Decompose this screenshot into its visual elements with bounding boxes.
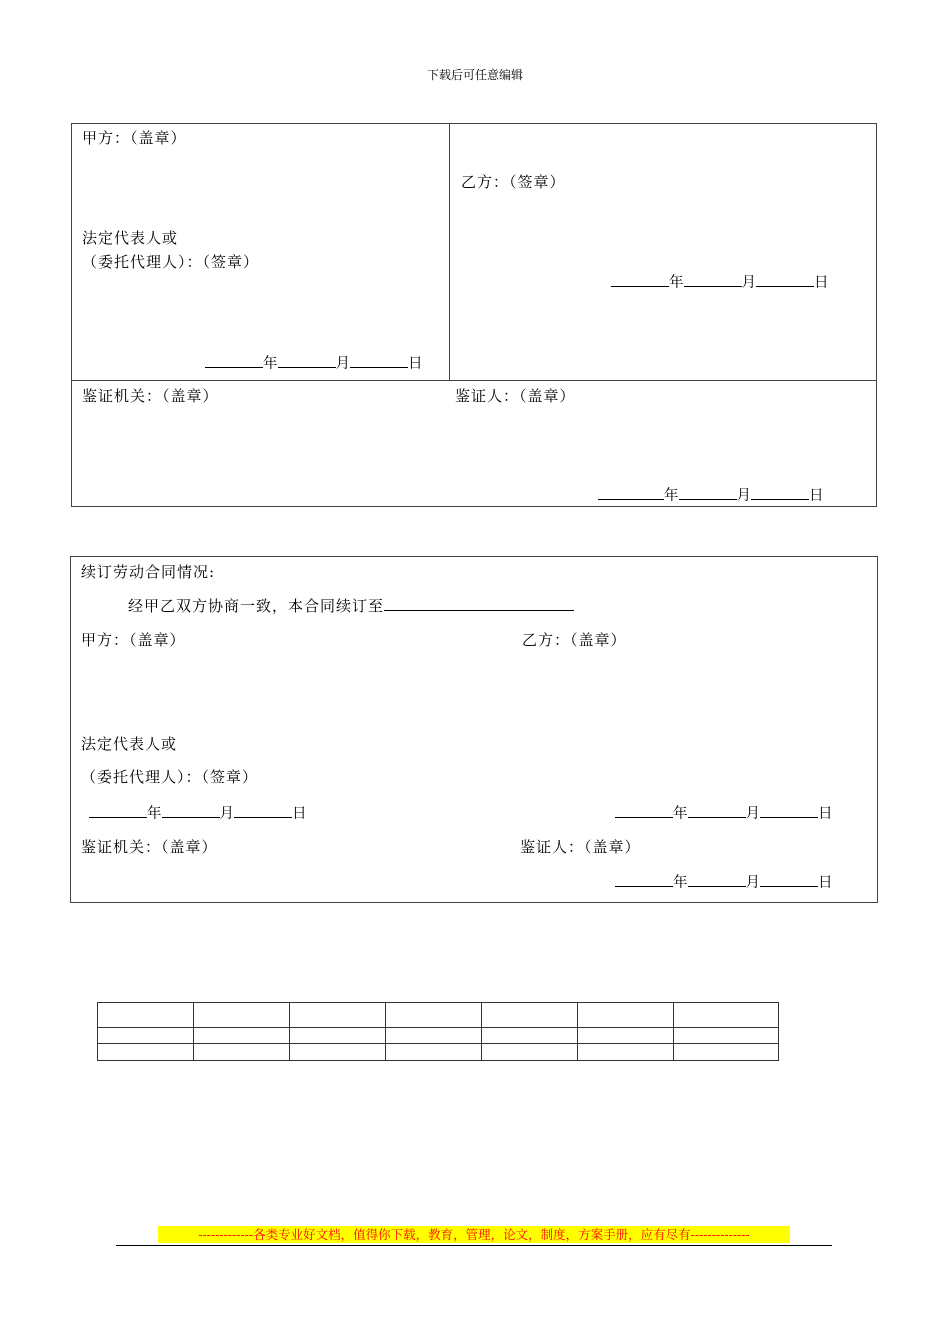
renewal-party-a-label: 甲方：（盖章） (81, 631, 186, 649)
footer-banner: -------------各类专业好文档，值得你下载，教育，管理，论文，制度，方案手册，应有尽有-------------- (158, 1226, 790, 1243)
table-cell[interactable] (386, 1044, 482, 1061)
renewal-authorized-agent-label: （委托代理人）：（签章） (81, 768, 259, 786)
table-row (98, 1028, 779, 1044)
renewal-party-a-date-field[interactable]: 年 月 日 (89, 802, 307, 823)
party-a-seal-label: 甲方：（盖章） (82, 129, 187, 147)
party-b-sign-label: 乙方：（签章） (461, 173, 566, 191)
table-cell[interactable] (98, 1003, 194, 1028)
renewal-party-b-label: 乙方：（盖章） (522, 631, 627, 649)
page-header: 下载后可任意编辑 (426, 68, 523, 82)
table-cell[interactable] (194, 1003, 290, 1028)
table-cell[interactable] (674, 1044, 779, 1061)
table-cell[interactable] (98, 1044, 194, 1061)
empty-grid-table (97, 1002, 779, 1061)
footer-rule (116, 1245, 832, 1246)
renewal-notary-org-label: 鉴证机关：（盖章） (81, 838, 218, 856)
table-cell[interactable] (482, 1028, 578, 1044)
table-cell[interactable] (386, 1028, 482, 1044)
notary-date-field[interactable]: 年 月 日 (598, 484, 824, 505)
table-cell[interactable] (194, 1028, 290, 1044)
table-row (98, 1003, 779, 1028)
table-cell[interactable] (290, 1003, 386, 1028)
authorized-agent-label: （委托代理人）：（签章） (82, 253, 260, 271)
table-cell[interactable] (194, 1044, 290, 1061)
renewal-legal-rep-label: 法定代表人或 (81, 735, 178, 753)
table-cell[interactable] (674, 1028, 779, 1044)
table-cell[interactable] (578, 1003, 674, 1028)
renewal-date-blank[interactable] (384, 596, 574, 611)
table-cell[interactable] (674, 1003, 779, 1028)
table-cell[interactable] (482, 1044, 578, 1061)
legal-rep-label: 法定代表人或 (82, 229, 179, 247)
table-cell[interactable] (482, 1003, 578, 1028)
table-cell[interactable] (98, 1028, 194, 1044)
row-divider (71, 380, 877, 381)
renewal-statement: 经甲乙双方协商一致，本合同续订至 (128, 595, 574, 616)
table-cell[interactable] (290, 1044, 386, 1061)
notary-person-label: 鉴证人：（盖章） (455, 387, 576, 405)
renewal-notary-date-field[interactable]: 年 月 日 (615, 871, 833, 892)
column-divider (449, 123, 450, 381)
party-b-date-field[interactable]: 年 月 日 (611, 271, 829, 292)
table-cell[interactable] (386, 1003, 482, 1028)
renewal-notary-person-label: 鉴证人：（盖章） (520, 838, 641, 856)
table-cell[interactable] (578, 1028, 674, 1044)
table-cell[interactable] (290, 1028, 386, 1044)
table-cell[interactable] (578, 1044, 674, 1061)
renewal-title: 续订劳动合同情况: (81, 563, 216, 581)
notary-org-label: 鉴证机关：（盖章） (82, 387, 219, 405)
party-a-date-field[interactable]: 年 月 日 (205, 352, 423, 373)
renewal-party-b-date-field[interactable]: 年 月 日 (615, 802, 833, 823)
table-row (98, 1044, 779, 1061)
